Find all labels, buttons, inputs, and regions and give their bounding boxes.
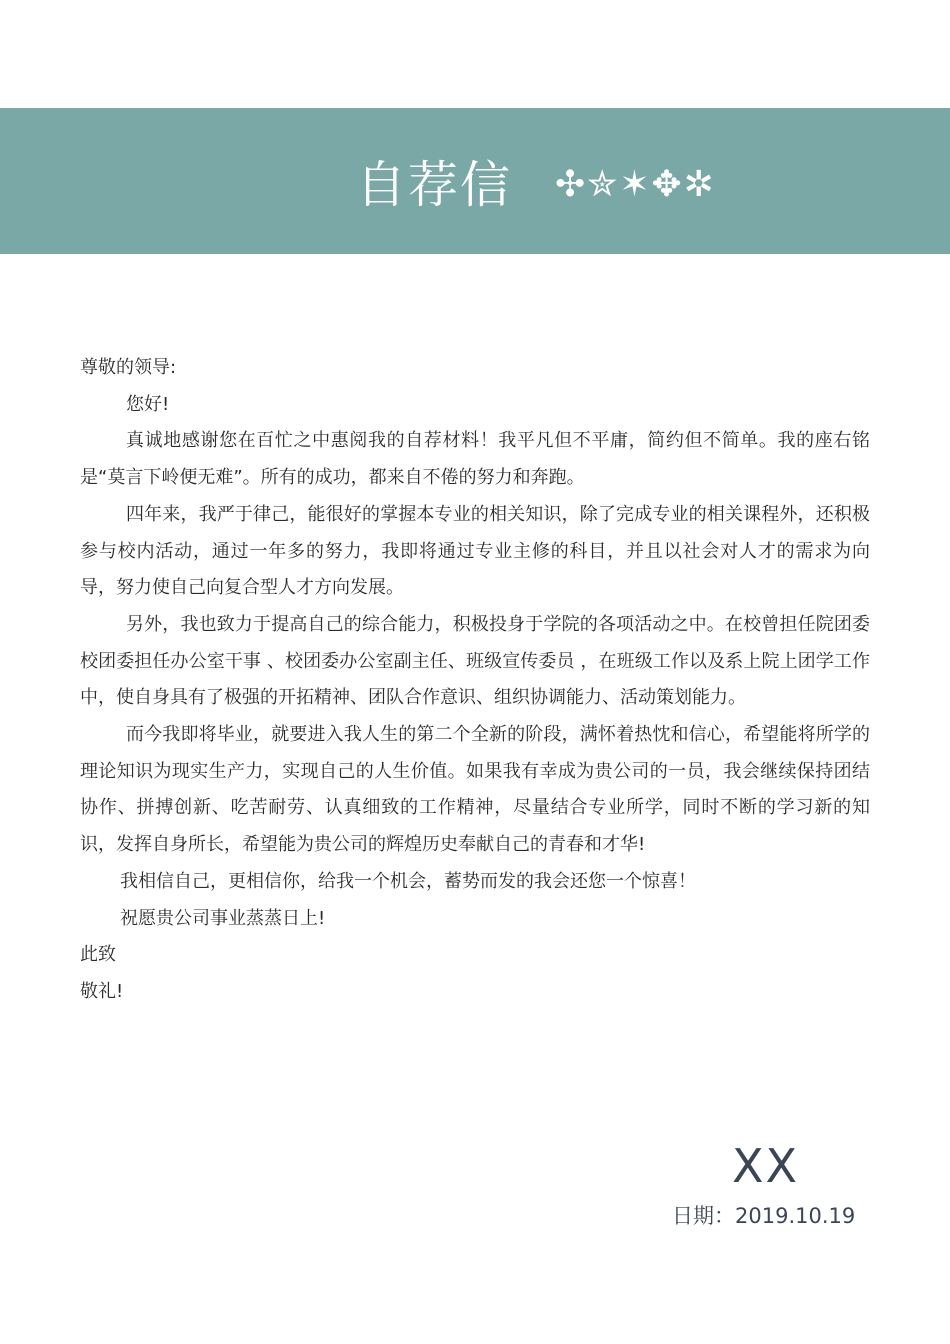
paragraph-2: 四年来，我严于律己，能很好的掌握本专业的相关知识，除了完成专业的相关课程外，还积极参与校内活动，通过一年多的努力，我即将通过专业主修的科目，并且以社会对人才的需求为向导，努力使自己向复合型人才方向发展。 (80, 503, 870, 599)
salutation: 尊敬的领导: (80, 357, 177, 378)
paragraph-1: 真诚地感谢您在百忙之中惠阅我的自荐材料！我平凡但不平庸，简约但不简单。我的座右铭是“莫言下岭便无难”。所有的成功，都来自不倦的努力和奔跑。 (80, 430, 870, 489)
closing-jingli: 敬礼! (80, 980, 124, 1002)
decorative-stars-icon: ✣✮✶✥✲ (555, 164, 716, 205)
page-title: 自荐信 (356, 156, 512, 214)
paragraph-4: 而今我即将毕业，就要进入我人生的第二个全新的阶段，满怀着热忱和信心，希望能将所学的理论知识为现实生产力，实现自己的人生价值。如果我有幸成为贵公司的一员，我会继续保持团结协作、拼搏创新、吃苦耐劳、认真细致的工作精神，尽量结合专业所学，同时不断的学习新的知识，发挥自身所长，希望能为贵公司的辉煌历史奉献自己的青春和才华! (80, 724, 870, 856)
closing-cizhi: 此致 (80, 944, 116, 966)
signature-date: 日期：2019.10.19 (672, 1204, 856, 1228)
greeting: 您好! (126, 393, 170, 415)
line-believe: 我相信自己，更相信你，给我一个机会，蓄势而发的我会还您一个惊喜！ (120, 870, 696, 892)
letter-body (80, 350, 870, 1011)
paragraph-3: 另外，我也致力于提高自己的综合能力，积极投身于学院的各项活动之中。在校曾担任院团委校团委担任办公室干事 、校团委办公室副主任、班级宣传委员 ，在班级工作以及系上院上团学工作中，使自身具有了极强的开拓精神、团队合作意识、组织协调能力、活动策划能力。 (80, 613, 870, 709)
signature-name: XX (732, 1139, 800, 1193)
line-wish: 祝愿贵公司事业蒸蒸日上! (120, 907, 326, 929)
